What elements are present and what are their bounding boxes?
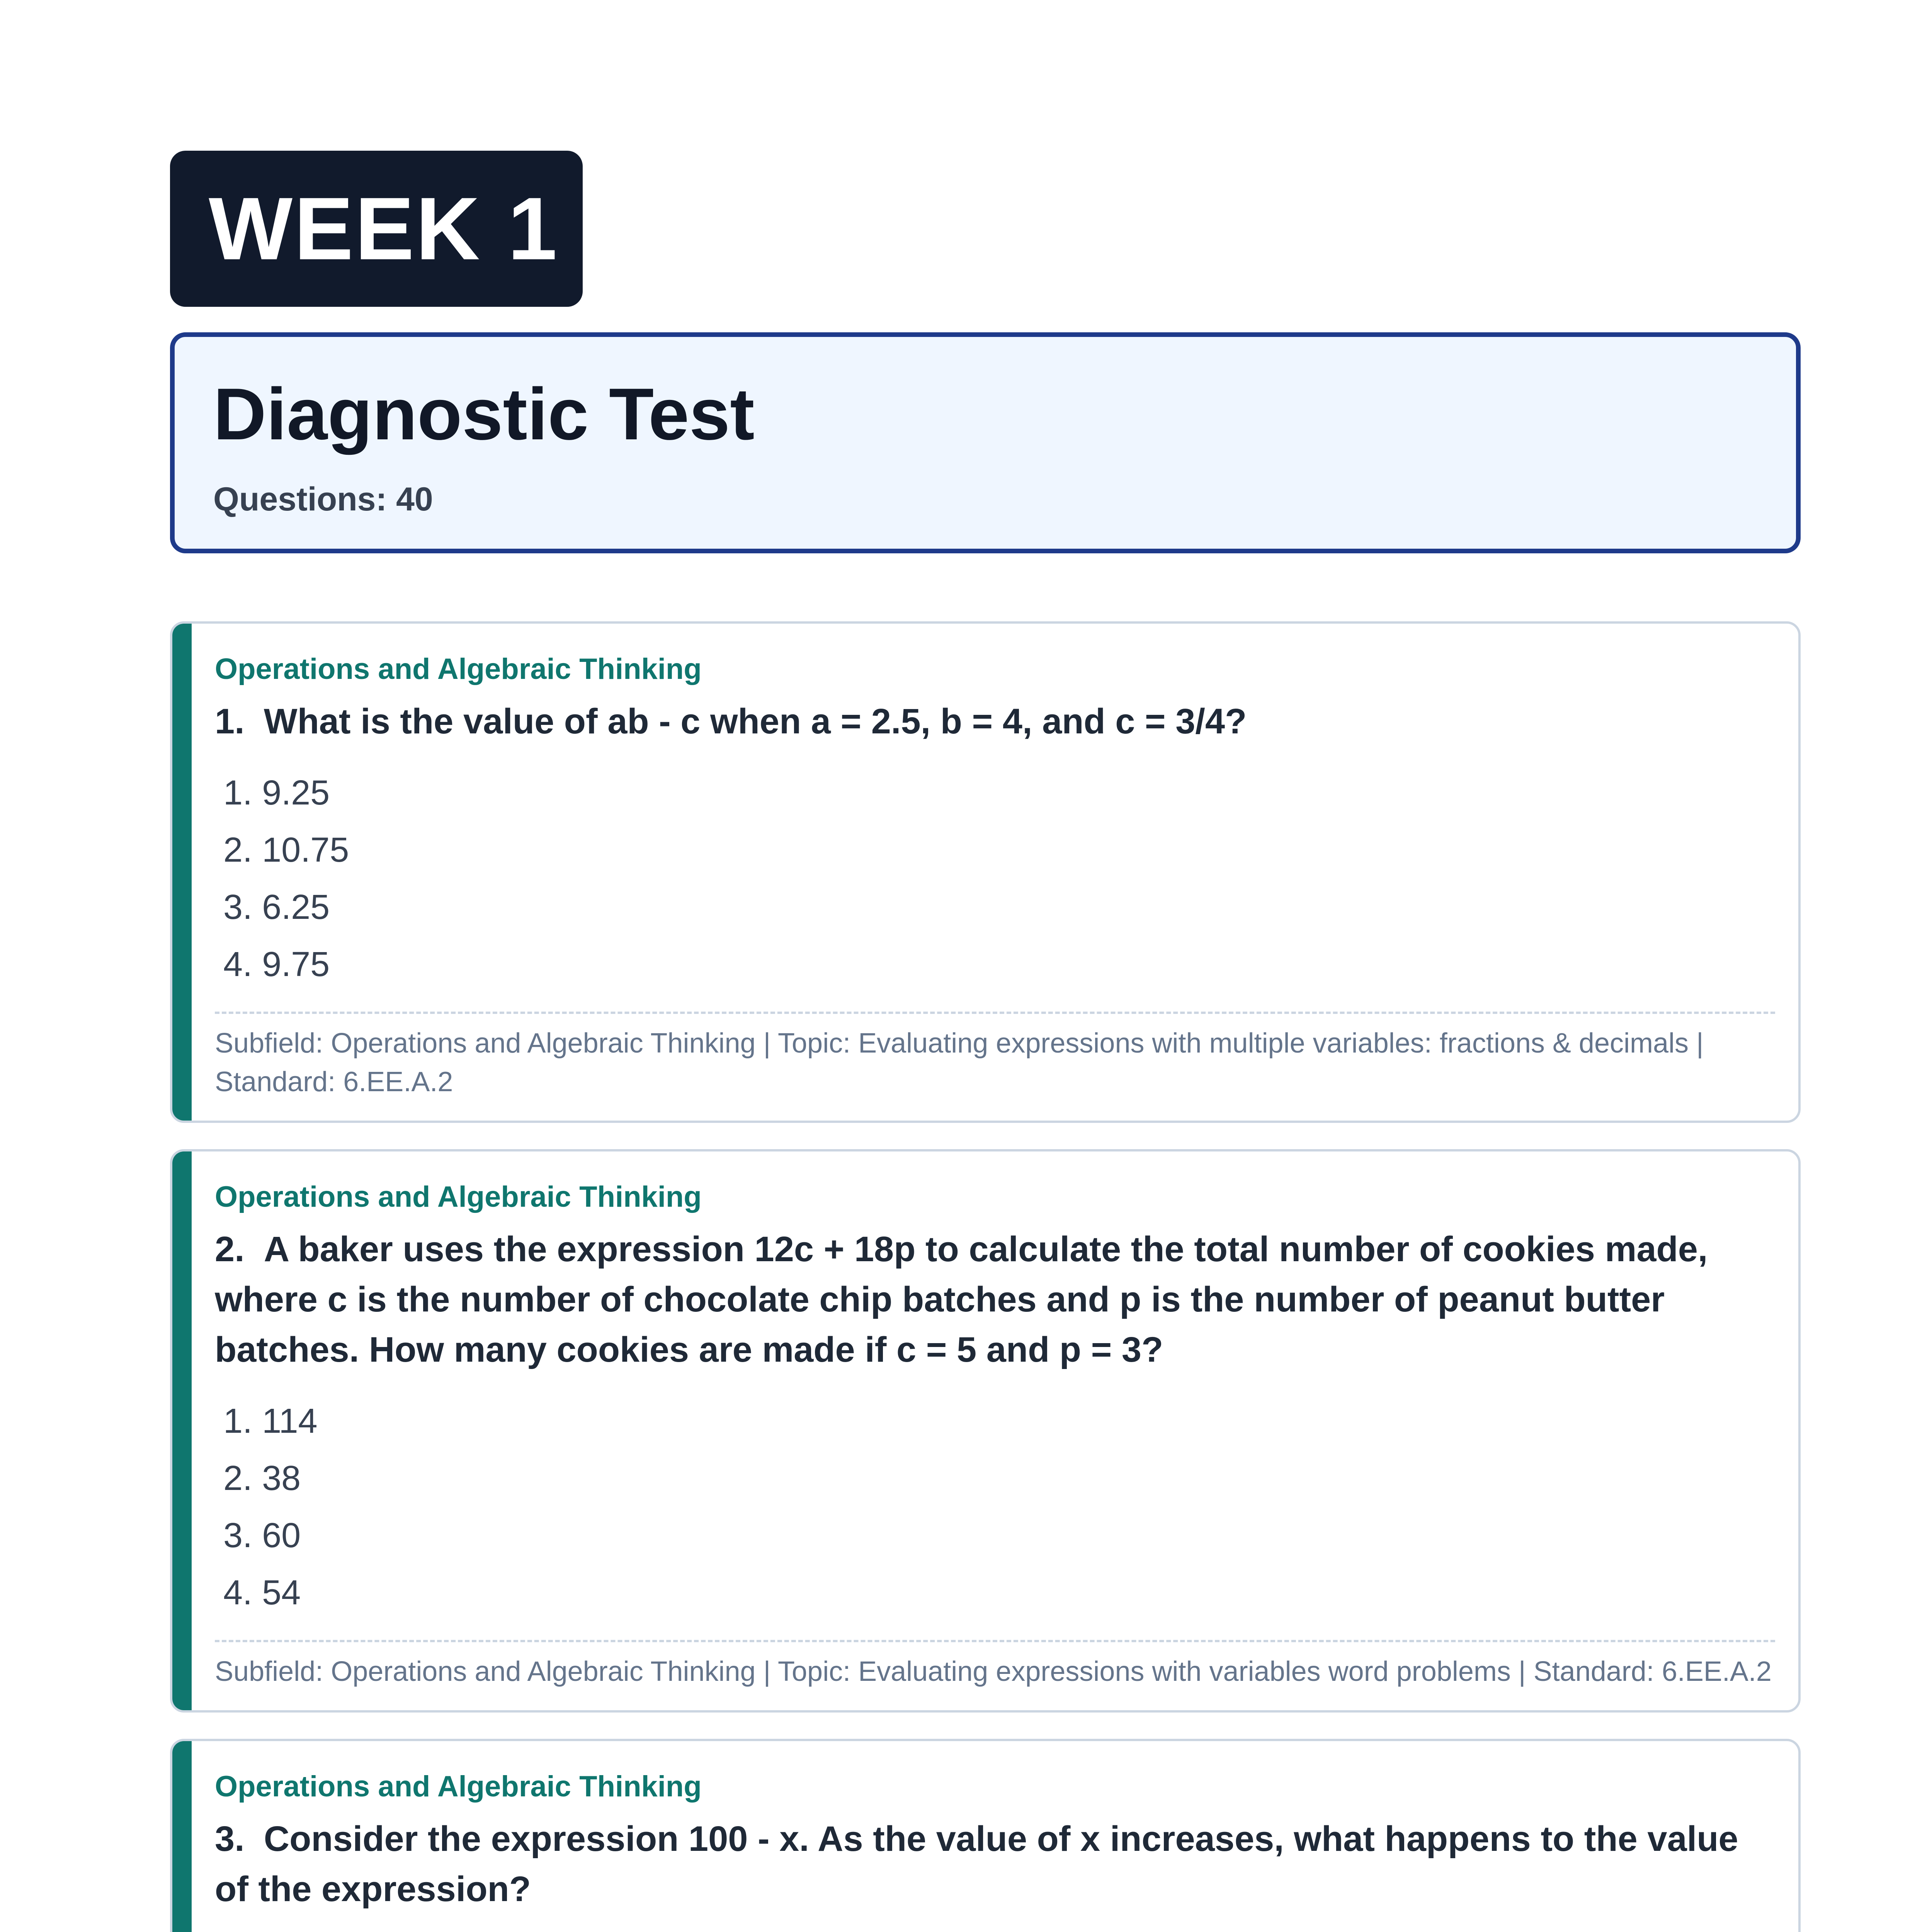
question-card-3 (170, 1739, 1801, 1932)
question-text (215, 1814, 1775, 1914)
document-page (170, 151, 1801, 1932)
answer-option: 1. 9.25 (223, 774, 330, 812)
answer-option: 3. 6.25 (223, 888, 330, 927)
answer-option: 4. 54 (223, 1573, 301, 1612)
question-card-2 (170, 1149, 1801, 1713)
question-text (215, 1224, 1775, 1375)
answer-option: 2. 38 (223, 1459, 301, 1498)
answer-option: 2. 10.75 (223, 831, 349, 869)
question-subfield: Operations and Algebraic Thinking (215, 1180, 702, 1213)
answer-option: 4. 9.75 (223, 945, 330, 984)
question-subfield: Operations and Algebraic Thinking (215, 653, 702, 685)
answer-option: 3. 60 (223, 1516, 301, 1555)
question-list (170, 621, 1801, 1932)
question-count: Questions: 40 (213, 481, 433, 518)
card-accent-bar (172, 1741, 192, 1932)
answer-option: 1. 114 (223, 1402, 318, 1440)
question-number: 2. (215, 1230, 245, 1269)
page-title: Diagnostic Test (213, 373, 755, 455)
question-number: 3. (215, 1819, 245, 1859)
question-prompt: What is the value of ab - c when a = 2.5, b = 4, and c = 3/4? (264, 702, 1247, 741)
card-accent-bar (172, 1151, 192, 1710)
question-card-1 (170, 621, 1801, 1123)
question-prompt: A baker uses the expression 12c + 18p to calculate the total number of cookies made, where c is the number of chocolate chip batches and p is the number of peanut butter batches. How many cookies are made if c = 5 and p = 3? (215, 1230, 1708, 1369)
question-subfield: Operations and Algebraic Thinking (215, 1770, 702, 1803)
answer-options (215, 764, 1775, 993)
question-meta: Subfield: Operations and Algebraic Thinking | Topic: Evaluating expressions with multiple variables: fractions & decimals | Standard: 6.EE.A.2 (215, 1012, 1775, 1101)
question-text (215, 696, 1775, 747)
answer-options (215, 1393, 1775, 1621)
question-number: 1. (215, 702, 245, 741)
question-prompt: Consider the expression 100 - x. As the value of x increases, what happens to the value of the expression? (215, 1819, 1738, 1909)
week-badge: WEEK 1 (170, 151, 583, 307)
question-meta: Subfield: Operations and Algebraic Thinking | Topic: Evaluating expressions with variables word problems | Standard: 6.EE.A.2 (215, 1640, 1775, 1691)
test-header (170, 332, 1801, 553)
card-accent-bar (172, 624, 192, 1121)
